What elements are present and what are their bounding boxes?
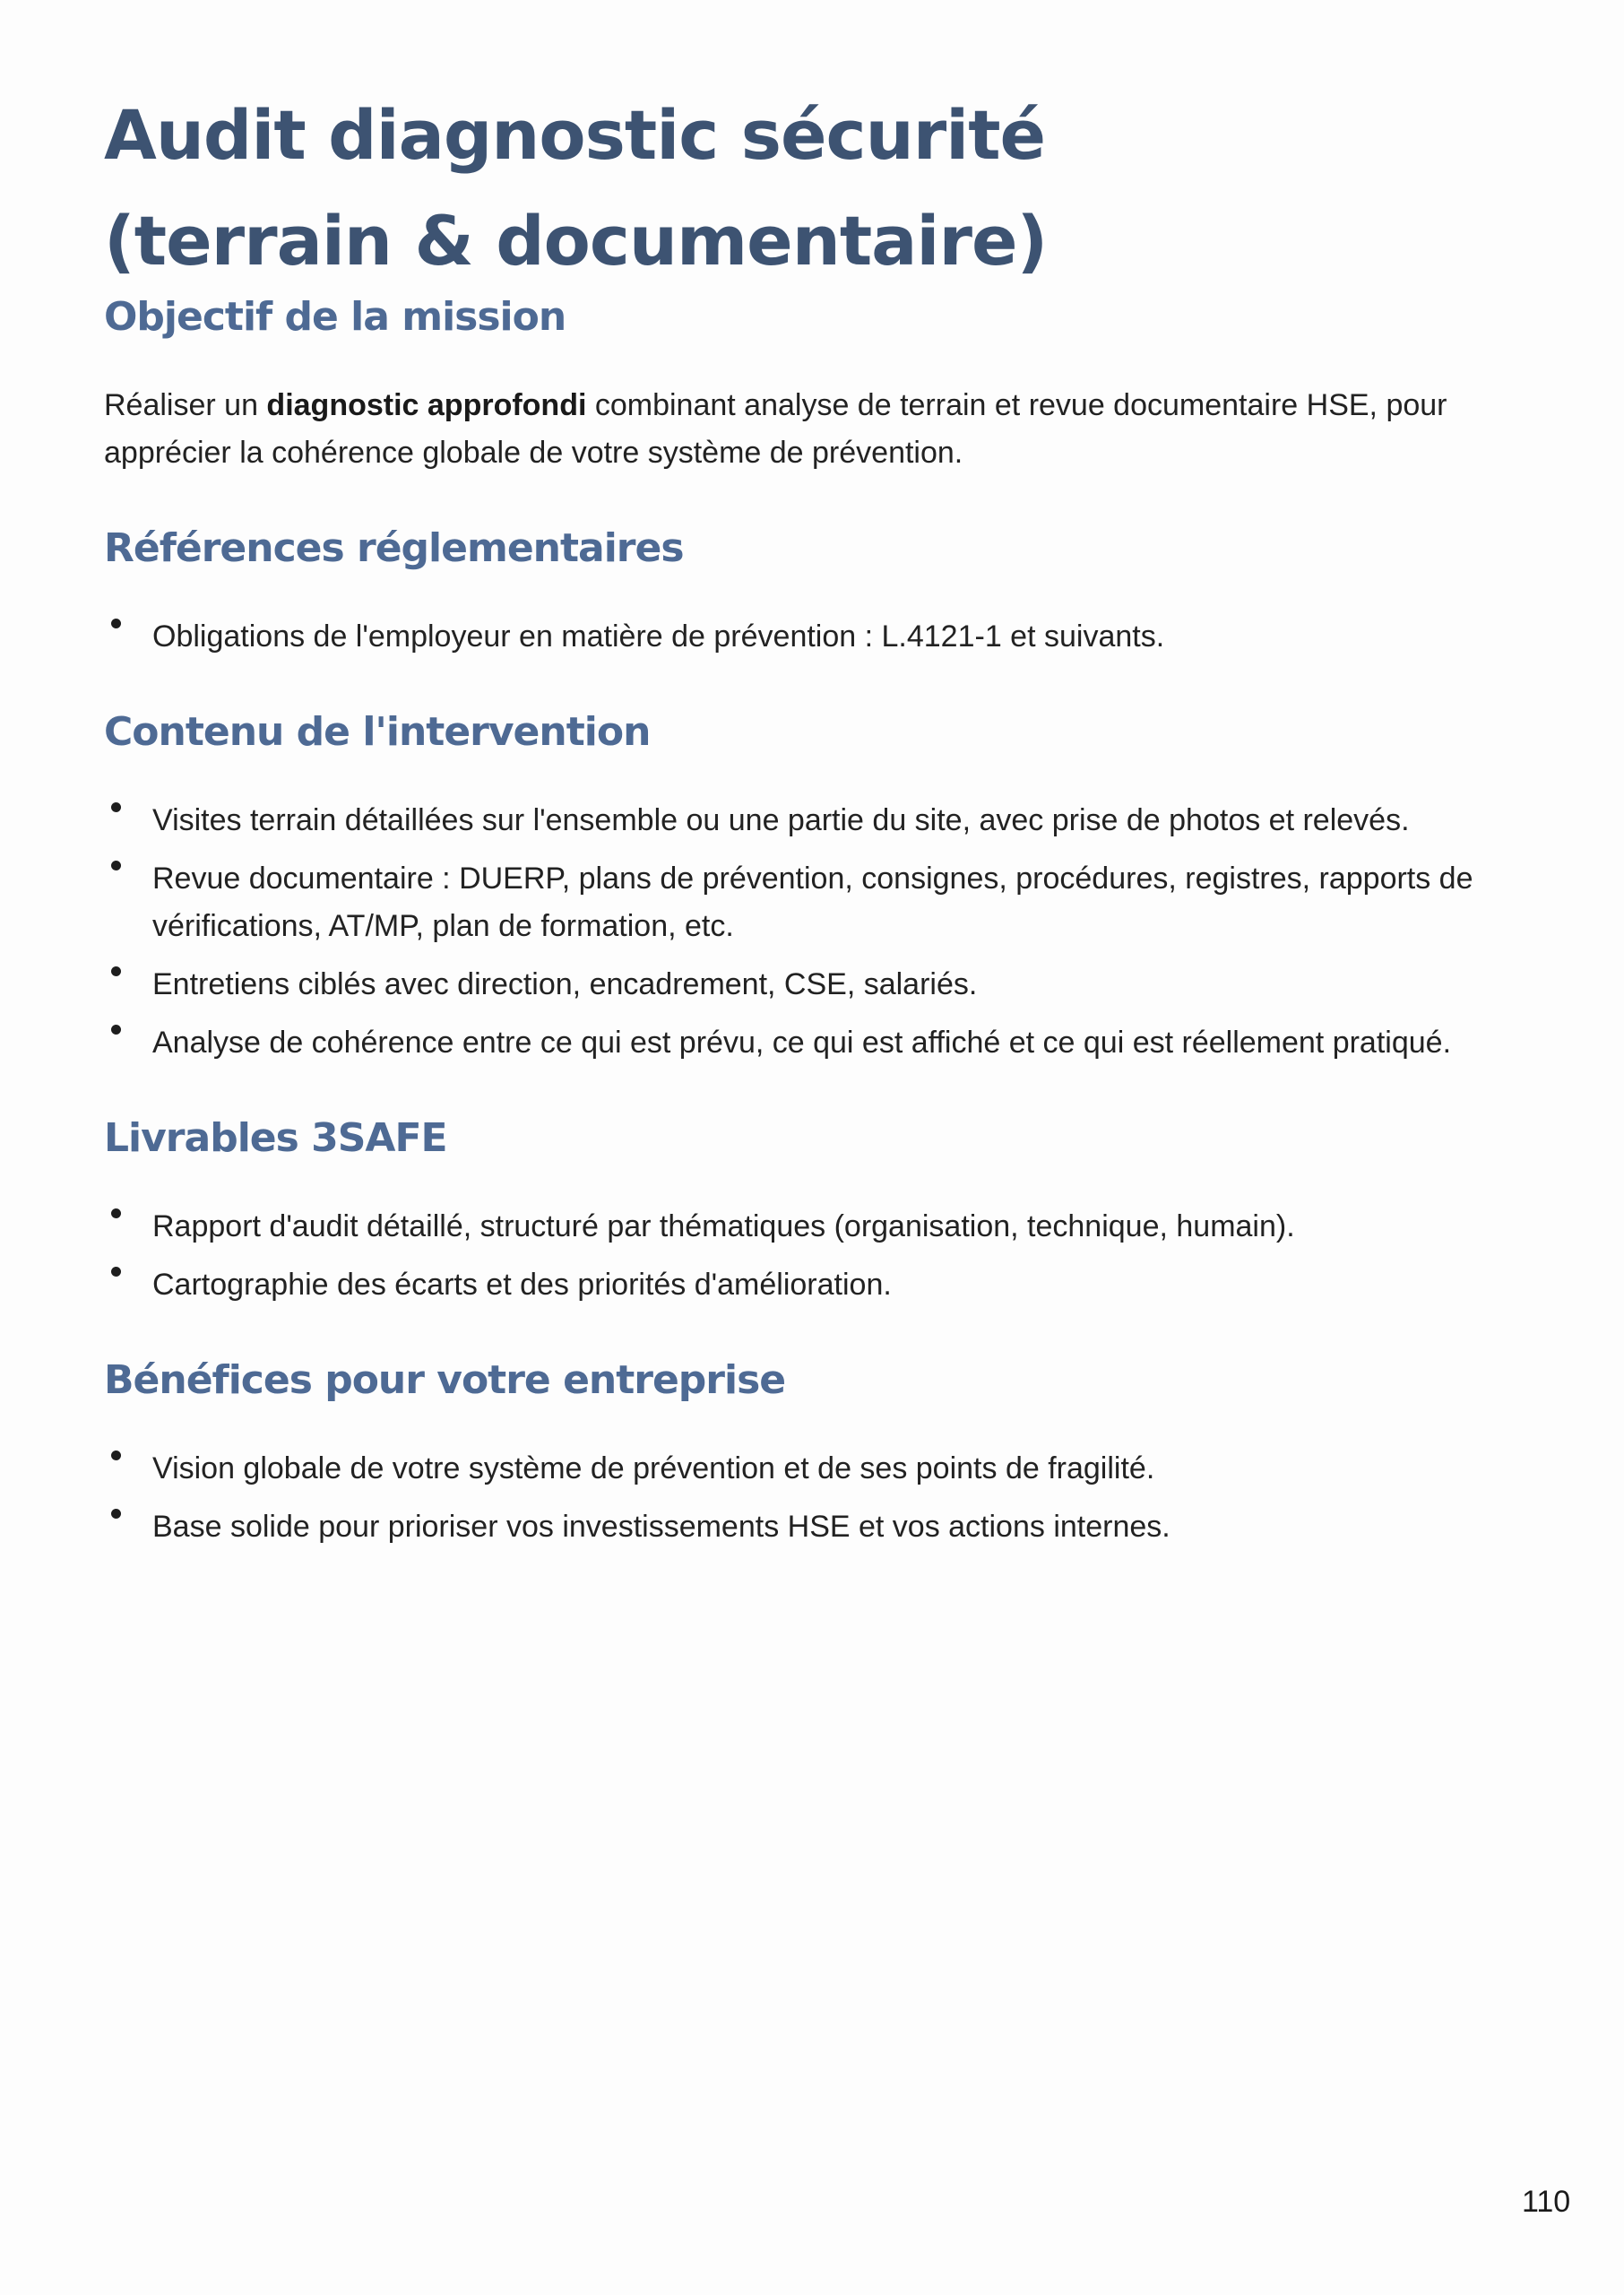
bullet-icon xyxy=(111,1208,121,1218)
bullet-icon xyxy=(111,861,121,870)
list-item xyxy=(104,961,1529,1009)
list-item xyxy=(104,1445,1529,1493)
section-heading-benefices: Bénéfices pour votre entreprise xyxy=(104,1357,786,1403)
bullet-icon xyxy=(111,802,121,812)
list-item-text: Vision globale de votre système de prévention et de ses points de fragilité. xyxy=(152,1451,1155,1485)
objectif-paragraph xyxy=(104,382,1529,477)
objectif-bold-text: diagnostic approfondi xyxy=(266,388,587,422)
list-item-text: Entretiens ciblés avec direction, encadrement, CSE, salariés. xyxy=(152,967,978,1001)
contenu-list xyxy=(104,797,1529,1067)
list-item xyxy=(104,1261,1529,1309)
list-item xyxy=(104,1203,1529,1251)
bullet-icon xyxy=(111,1451,121,1460)
bullet-icon xyxy=(111,619,121,628)
list-item xyxy=(104,1019,1529,1067)
section-heading-references: Références réglementaires xyxy=(104,525,684,571)
list-item-text: Analyse de cohérence entre ce qui est prévu, ce qui est affiché et ce qui est réellement pratiqué. xyxy=(152,1026,1452,1060)
section-heading-livrables: Livrables 3SAFE xyxy=(104,1115,447,1161)
bullet-icon xyxy=(111,1025,121,1035)
objectif-text-end: combinant analyse de terrain et revue documentaire HSE, pour apprécier la cohérence globale de votre système de prévention. xyxy=(104,388,1447,470)
section-references xyxy=(104,522,1529,661)
objectif-text-start: Réaliser un xyxy=(104,388,267,422)
list-item xyxy=(104,855,1529,950)
list-item-text: Obligations de l'employeur en matière de prévention : L.4121-1 et suivants. xyxy=(152,619,1165,654)
title-line-1: Audit diagnostic sécurité xyxy=(104,95,1046,175)
page-number: 110 xyxy=(1522,2185,1571,2219)
section-benefices xyxy=(104,1354,1529,1551)
title-line-2: (terrain & documentaire) xyxy=(104,201,1048,281)
benefices-list xyxy=(104,1445,1529,1551)
page-title xyxy=(104,82,1529,294)
document-page xyxy=(104,82,1529,1562)
list-item-text: Base solide pour prioriser vos investissements HSE et vos actions internes. xyxy=(152,1510,1170,1544)
section-livrables xyxy=(104,1112,1529,1309)
section-heading-objectif: Objectif de la mission xyxy=(104,294,566,340)
list-item-text: Revue documentaire : DUERP, plans de prévention, consignes, procédures, registres, rapports de vérifications, AT/MP, plan de formation, etc. xyxy=(152,862,1473,943)
section-contenu xyxy=(104,706,1529,1067)
bullet-icon xyxy=(111,1267,121,1277)
list-item-text: Cartographie des écarts et des priorités d'amélioration. xyxy=(152,1268,892,1302)
references-list xyxy=(104,613,1529,661)
list-item-text: Visites terrain détaillées sur l'ensemble ou une partie du site, avec prise de photos et relevés. xyxy=(152,803,1410,837)
list-item-text: Rapport d'audit détaillé, structuré par thématiques (organisation, technique, humain). xyxy=(152,1209,1295,1243)
list-item xyxy=(104,1503,1529,1551)
bullet-icon xyxy=(111,966,121,976)
bullet-icon xyxy=(111,1509,121,1519)
section-heading-contenu: Contenu de l'intervention xyxy=(104,709,651,755)
livrables-list xyxy=(104,1203,1529,1309)
section-objectif xyxy=(104,290,1529,477)
list-item xyxy=(104,613,1529,661)
list-item xyxy=(104,797,1529,844)
